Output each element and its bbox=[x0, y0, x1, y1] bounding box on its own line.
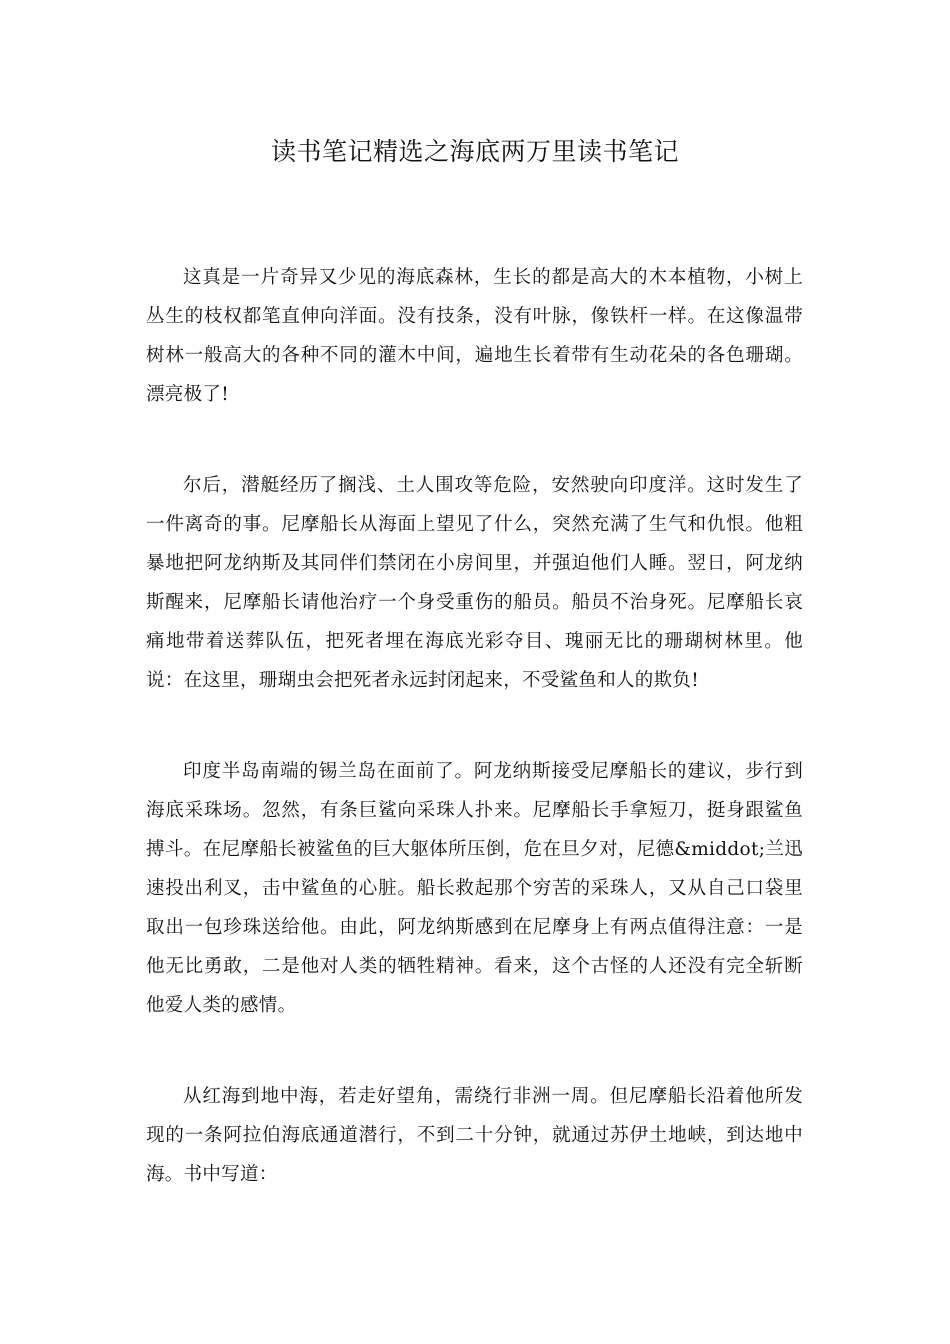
paragraph-1: 这真是一片奇异又少见的海底森林，生长的都是高大的木本植物，小树上丛生的枝权都笔直伸向洋面。没有技条，没有叶脉，像铁杆一样。在这像温带树林一般高大的各种不同的灌木中间，遍地生长着带有生动花朵的各色珊瑚。漂亮极了! bbox=[146, 267, 803, 405]
paragraph-3: 印度半岛南端的锡兰岛在面前了。阿龙纳斯接受尼摩船长的建议，步行到海底采珠场。忽然，有条巨鲨向采珠人扑来。尼摩船长手拿短刀，挺身跟鲨鱼搏斗。在尼摩船长被鲨鱼的巨大躯体所压倒，危在旦夕对，尼德&middot;兰迅速投出利叉，击中鲨鱼的心脏。船长救起那个穷苦的采珠人，又从自己口袋里取出一包珍珠送给他。由此，阿龙纳斯感到在尼摩身上有两点值得注意：一是他无比勇敢，二是他对人类的牺牲精神。看来，这个古怪的人还没有完全斩断他爱人类的感情。 bbox=[146, 761, 803, 1016]
paragraph-2: 尔后，潜艇经历了搁浅、土人围攻等危险，安然驶向印度洋。这时发生了一件离奇的事。尼摩船长从海面上望见了什么，突然充满了生气和仇恨。他粗暴地把阿龙纳斯及其同伴们禁闭在小房间里，并强迫他们人睡。翌日，阿龙纳斯醒来，尼摩船长请他治疗一个身受重伤的船员。船员不治身死。尼摩船长哀痛地带着送葬队伍，把死者埋在海底光彩夺目、瑰丽无比的珊瑚树林里。他说：在这里，珊瑚虫会把死者永远封闭起来，不受鲨鱼和人的欺负! bbox=[146, 475, 803, 691]
document-body bbox=[146, 258, 803, 1246]
document-title: 读书笔记精选之海底两万里读书笔记 bbox=[270, 137, 679, 166]
paragraph-4: 从红海到地中海，若走好望角，需绕行非洲一周。但尼摩船长沿着他所发现的一条阿拉伯海底通道潜行，不到二十分钟，就通过苏伊土地峡，到达地中海。书中写道： bbox=[146, 1086, 803, 1185]
